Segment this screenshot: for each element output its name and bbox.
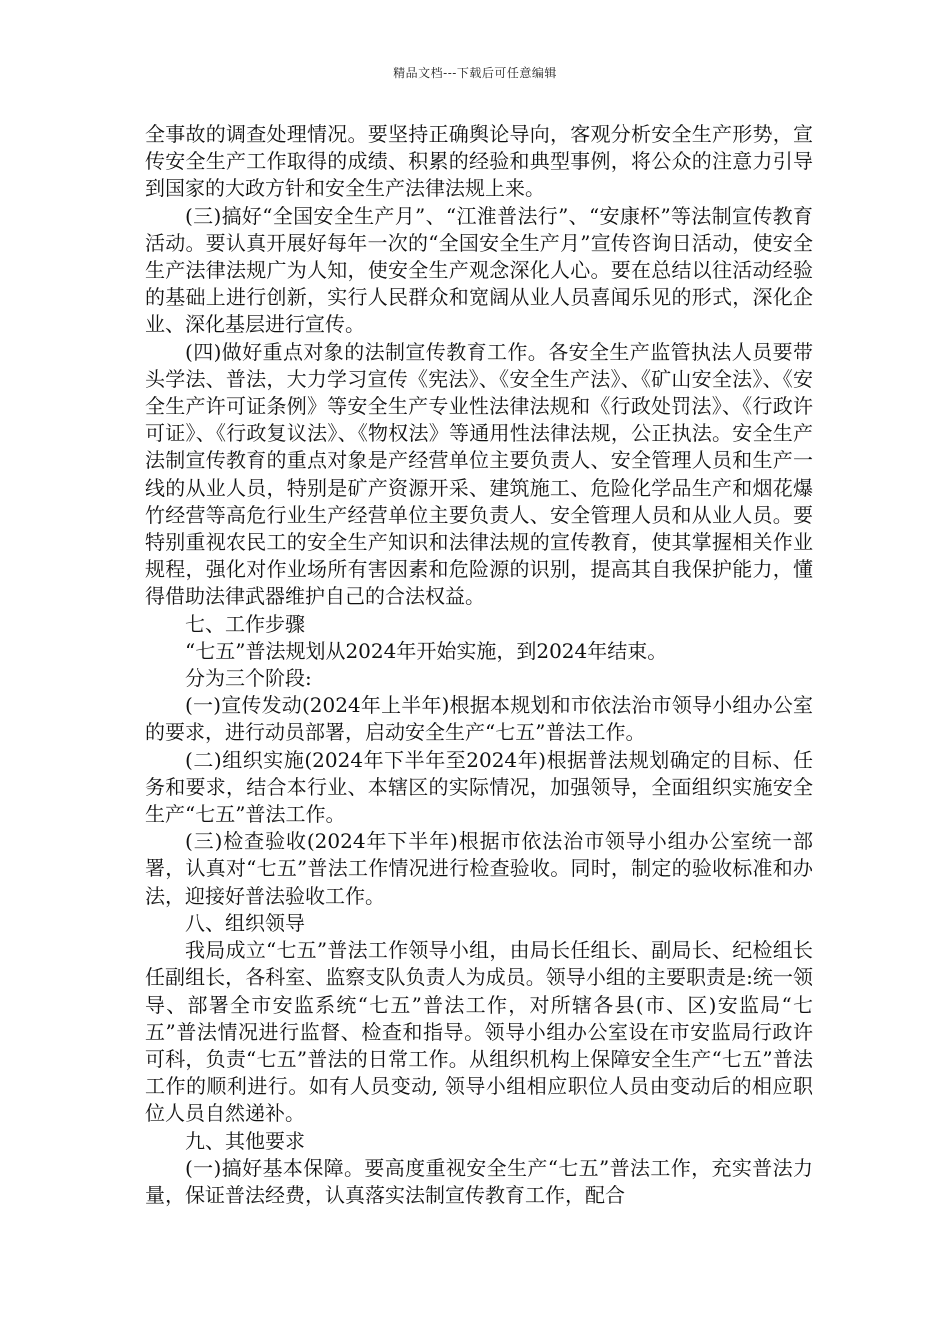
- paragraph: (一)宣传发动(2024年上半年)根据本规划和市依法治市领导小组办公室的要求，进行动员部署，启动安全生产“七五”普法工作。: [145, 693, 813, 745]
- section-heading: 九、其他要求: [185, 1128, 305, 1153]
- paragraph: (三)搞好“全国安全生产月”、“江淮普法行”、“安康杯”等法制宣传教育活动。要认真开展好每年一次的“全国安全生产月”宣传咨询日活动，使安全生产法律法规广为人知，使安全生产观念深化人心。要在总结以往活动经验的基础上进行创新，实行人民群众和宽阔从业人员喜闻乐见的形式，深化企业、深化基层进行宣传。: [145, 203, 813, 337]
- paragraph: (二)组织实施(2024年下半年至2024年)根据普法规划确定的目标、任务和要求，结合本行业、本辖区的实际情况，加强领导，全面组织实施安全生产“七五”普法工作。: [145, 747, 813, 827]
- paragraph: 我局成立“七五”普法工作领导小组，由局长任组长、副局长、纪检组长任副组长，各科室、监察支队负责人为成员。领导小组的主要职责是:统一领导、部署全市安监系统“七五”普法工作，对所辖各县(市、区)安监局“七五”普法情况进行监督、检查和指导。领导小组办公室设在市安监局行政许可科，负责“七五”普法的日常工作。从组织机构上保障安全生产“七五”普法工作的顺利进行。如有人员变动, 领导小组相应职位人员由变动后的相应职位人员自然递补。: [145, 938, 813, 1126]
- section-heading: 七、工作步骤: [185, 611, 305, 636]
- paragraph: “七五”普法规划从2024年开始实施，到2024年结束。: [185, 638, 668, 663]
- paragraph: (四)做好重点对象的法制宣传教育工作。各安全生产监管执法人员要带头学法、普法，大力学习宣传《宪法》、《安全生产法》、《矿山安全法》、《安全生产许可证条例》等安全生产专业性法律法规和《行政处罚法》、《行政许可证》、《行政复议法》、《物权法》等通用性法律法规，公正执法。安全生产法制宣传教育的重点对象是产经营单位主要负责人、安全管理人员和生产一线的从业人员，特别是矿产资源开采、建筑施工、危险化学品生产和烟花爆竹经营等高危行业生产经营单位主要负责人、安全管理人员和从业人员。要特别重视农民工的安全生产知识和法律法规的宣传教育，使其掌握相关作业规程，强化对作业场所有害因素和危险源的识别，提高其自我保护能力，懂得借助法律武器维护自己的合法权益。: [145, 339, 813, 609]
- paragraph: 全事故的调查处理情况。要坚持正确舆论导向，客观分析安全生产形势，宣传安全生产工作取得的成绩、积累的经验和典型事例，将公众的注意力引导到国家的大政方针和安全生产法律法规上来。: [145, 122, 813, 201]
- paragraph: (三)检查验收(2024年下半年)根据市依法治市领导小组办公室统一部署，认真对“七五”普法工作情况进行检查验收。同时，制定的验收标准和办法，迎接好普法验收工作。: [145, 829, 813, 908]
- paragraph: (一)搞好基本保障。要高度重视安全生产“七五”普法工作，充实普法力量，保证普法经费，认真落实法制宣传教育工作，配合: [145, 1155, 813, 1207]
- section-heading: 八、组织领导: [185, 910, 305, 935]
- paragraph: 分为三个阶段:: [185, 666, 312, 691]
- page-header: 精品文档---下载后可任意编辑: [393, 66, 557, 80]
- document-body: [145, 121, 813, 1209]
